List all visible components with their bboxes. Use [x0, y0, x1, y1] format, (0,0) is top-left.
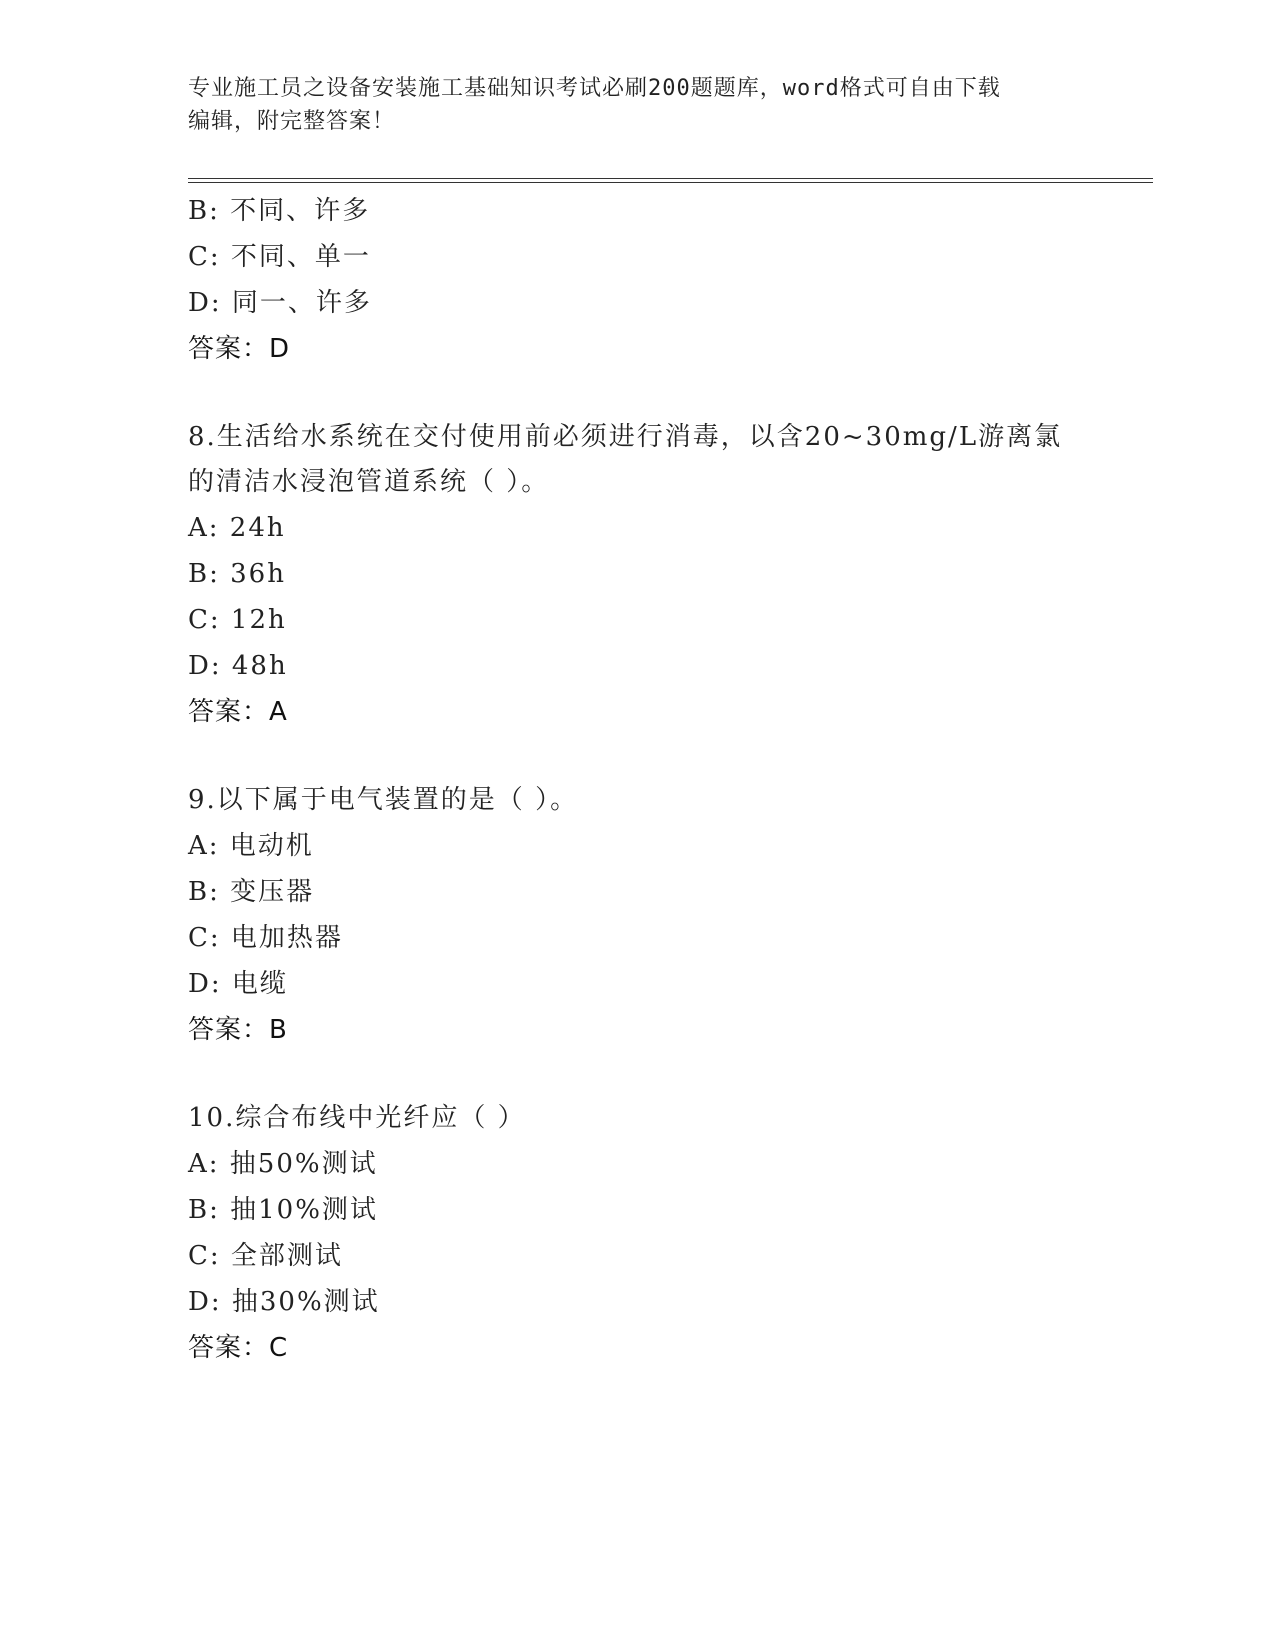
- option-c: C: 电加热器: [188, 923, 343, 953]
- option-d: D: 同一、许多: [188, 288, 372, 318]
- question-text-line: 10.综合布线中光纤应（ ）: [188, 1103, 526, 1133]
- question-list: [188, 188, 1088, 1371]
- question-text-line: 8.生活给水系统在交付使用前必须进行消毒，以含20~30mg/L游离氯: [188, 422, 1063, 452]
- question-block-8: [188, 415, 1088, 735]
- option-b: B: 变压器: [188, 877, 315, 907]
- header-line-1: 专业施工员之设备安装施工基础知识考试必刷200题题库，word格式可自由下载: [188, 76, 1001, 101]
- option-c: C: 全部测试: [188, 1241, 343, 1271]
- option-a: A: 抽50%测试: [188, 1149, 378, 1179]
- option-b: B: 36h: [188, 559, 286, 589]
- option-c: C: 12h: [188, 605, 287, 635]
- question-text-line: 9.以下属于电气装置的是（ ）。: [188, 785, 579, 815]
- option-a: A: 24h: [188, 513, 286, 543]
- answer-line: 答案：D: [188, 334, 291, 364]
- answer-line: 答案：C: [188, 1333, 289, 1363]
- question-block-9: [188, 778, 1088, 1053]
- question-text-line: 的清洁水浸泡管道系统（ ）。: [188, 467, 550, 497]
- option-b: B: 不同、许多: [188, 196, 371, 226]
- option-a: A: 电动机: [188, 831, 314, 861]
- option-d: D: 48h: [188, 651, 288, 681]
- option-b: B: 抽10%测试: [188, 1195, 378, 1225]
- answer-line: 答案：B: [188, 1015, 288, 1045]
- option-c: C: 不同、单一: [188, 242, 371, 272]
- option-d: D: 电缆: [188, 969, 288, 999]
- question-block-10: [188, 1096, 1088, 1371]
- document-header: [188, 72, 1068, 138]
- answer-line: 答案：A: [188, 697, 288, 727]
- header-line-2: 编辑，附完整答案！: [188, 109, 396, 134]
- option-d: D: 抽30%测试: [188, 1287, 380, 1317]
- header-double-rule: [188, 178, 1153, 183]
- question-block-prev: [188, 188, 1088, 372]
